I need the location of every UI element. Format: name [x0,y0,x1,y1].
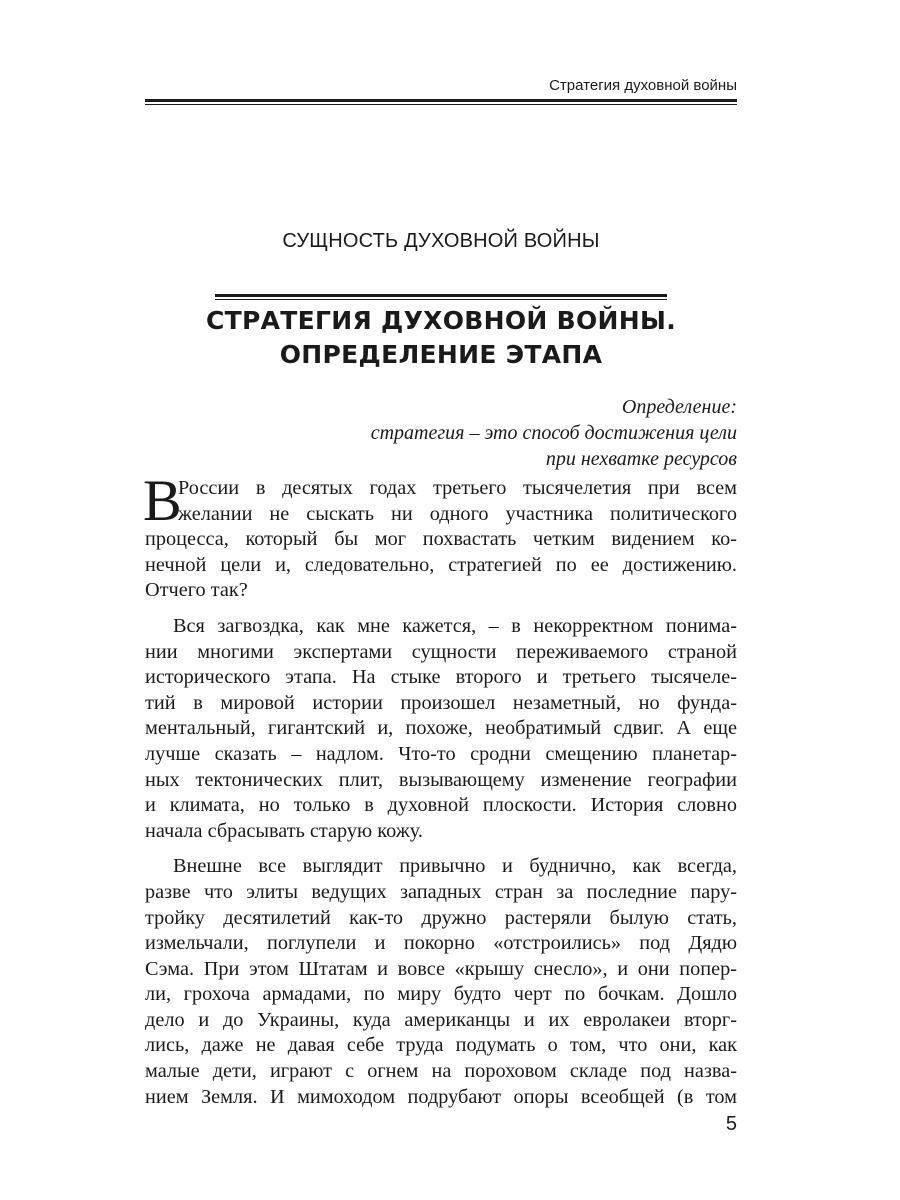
text-line: ментальный, гигантский и, похоже, необратимый сдвиг. А еще [145,717,737,740]
text-line: ли, грохоча армадами, по миру будто черт по бочкам. Дошло [145,983,737,1006]
epigraph-line-2: стратегия – это способ достижения цели [370,422,737,444]
header-rule-thin [145,104,737,105]
text-line: Отчего так? [145,579,248,602]
paragraph-2 [145,614,737,844]
paragraph-gap [145,844,737,854]
text-line: лись, даже не давая себе труда подумать о том, что они, как [145,1034,737,1057]
text-line: дело и до Украины, куда американцы и их евролакеи вторг- [145,1008,737,1031]
text-line: процесса, который бы мог похвастать четким видением ко- [145,528,737,551]
text-line: и климата, но только в духовной плоскости. История словно [145,794,737,817]
text-line: тройку десятилетий как-то дружно растеряли былую стать, [145,906,737,929]
title-rule-thin [215,299,667,300]
text-line: Вся загвоздка, как мне кажется, – в некорректном понима- [173,614,737,637]
text-line: Внешне все выглядит привычно и буднично, как всегда, [173,855,737,878]
text-line: начала сбрасывать старую кожу. [145,819,423,842]
paragraph-gap [145,604,737,614]
body-text [143,468,737,1110]
page-number: 5 [725,1113,737,1135]
paragraph-3 [145,854,737,1110]
section-label: СУЩНОСТЬ ДУХОВНОЙ ВОЙНЫ [282,230,600,252]
drop-cap: В [143,468,182,533]
paragraph-1 [143,468,737,604]
text-line: лучше сказать – надлом. Что-то сродни смещению планетар- [145,742,737,765]
text-line: измельчали, поглупели и покорно «отстроились» под Дядю [145,932,737,955]
chapter-title-line-1: СТРАТЕГИЯ ДУХОВНОЙ ВОЙНЫ. [206,306,676,335]
chapter-title [145,304,737,372]
text-line: нии многими экспертами сущности переживаемого страной [145,640,737,663]
text-line: желании не сыскать ни одного участника политического [178,502,737,525]
chapter-title-line-2: ОПРЕДЕЛЕНИЕ ЭТАПА [279,340,603,369]
text-line: нием Земля. И мимоходом подрубают опоры всеобщей (в том [145,1085,737,1108]
epigraph [145,394,737,472]
text-line: ных тектонических плит, вызывающему изменение географии [145,768,737,791]
epigraph-line-1: Определение: [621,396,737,418]
text-line: тий в мировой истории произошел незаметный, но фунда- [145,691,737,714]
header-rule-thick [145,99,737,102]
text-line: России в десятых годах третьего тысячелетия при всем [178,477,737,499]
text-line: разве что элиты ведущих западных стран за последние пару- [145,880,737,903]
epigraph-line-3: при нехватке ресурсов [545,448,737,470]
text-line: Сэма. При этом Штатам и вовсе «крышу снесло», и они попер- [145,957,737,980]
text-line: исторического этапа. На стыке второго и третьего тысячеле- [145,666,737,689]
title-rule-thick [215,294,667,297]
text-line: малые дети, играют с огнем на пороховом складе под назва- [145,1060,737,1083]
text-line: нечной цели и, следовательно, стратегией по ее достижению. [145,553,737,576]
running-head: Стратегия духовной войны [549,77,737,94]
